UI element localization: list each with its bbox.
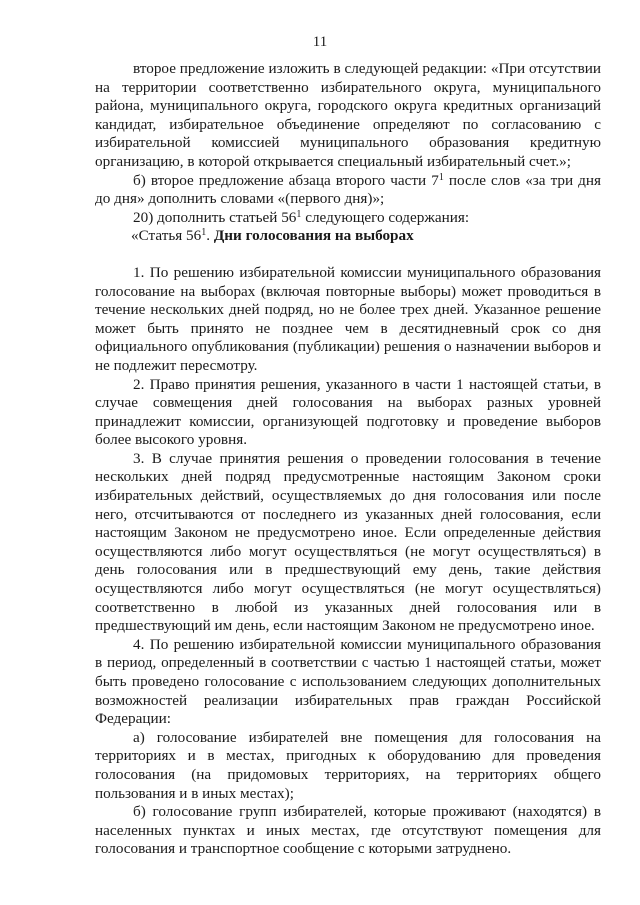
article-part-1: 1. По решению избирательной комиссии муниципального образования голосование на выборах (включая повторные выборы) может проводиться в течение нескольких дней подряд, но не более трех дней. Указанное решение может быть принято не позднее чем в десятидневный срок со дня официального опубликования (публикации) решения о назначении выборов и не подлежит пересмотру.	[95, 263, 601, 374]
page-number: 11	[312, 34, 328, 50]
article-separator: .	[206, 227, 214, 245]
paragraph-text: 20) дополнить статьей 56	[133, 208, 297, 226]
article-part-4: 4. По решению избирательной комиссии муниципального образования в период, определенный в соответствии с частью 1 настоящей статьи, может быть проведено голосование с использованием следующих дополнительных возможностей реализации избирательных прав граждан Российской Федерации:	[95, 635, 601, 728]
paragraph-text: после слов «за три дня до дня» дополнить словами «(первого дня)»;	[95, 171, 601, 208]
article-part-4-subitem-b: б) голосование групп избирателей, которые проживают (находятся) в населенных пунктах и иных местах, где отсутствуют помещения для голосования и транспортное сообщение с которыми затруднено.	[95, 803, 601, 858]
paragraph-subitem-b	[95, 172, 601, 209]
superscript: 1	[296, 208, 302, 220]
document-body	[95, 60, 601, 859]
superscript: 1	[201, 227, 207, 239]
paragraph-edit-second-sentence: второе предложение изложить в следующей редакции: «При отсутствии на территории соответственно избирательного округа, муниципального района, муниципального округа, городского округа кредитных организаций кандидат, избирательное объединение определяют по согласованию с избирательной комиссией муниципального образования кредитную организацию, в которой открывается специальный избирательный счет.»;	[95, 60, 601, 170]
article-number: «Статья 56	[131, 227, 202, 245]
article-title: Дни голосования на выборах	[213, 227, 414, 245]
article-part-4-subitem-a: а) голосование избирателей вне помещения для голосования на территориях и в местах, пригодных к оборудованию для проведения голосования (на придомовых территориях, на территориях общего пользования и в иных местах);	[95, 728, 601, 802]
superscript: 1	[438, 171, 444, 183]
paragraph-item-20	[95, 209, 601, 228]
article-part-2: 2. Право принятия решения, указанного в части 1 настоящей статьи, в случае совмещения дней голосования на выборах разных уровней принадлежит комиссии, организующей подготовку и проведение выборов более высокого уровня.	[95, 375, 601, 449]
paragraph-text: б) второе предложение абзаца второго части 7	[133, 171, 439, 189]
article-part-3: 3. В случае принятия решения о проведении голосования в течение нескольких дней подряд предусмотренные настоящим Законом сроки избирательных действий, осуществляемых до дня голосования или после него, отсчитываются от последнего из указанных дней голосования, если настоящим Законом не предусмотрено иное. Если определенные действия осуществляются либо могут осуществляться (не могут осуществляться) в день голосования или в предшествующий ему день, такие действия осуществляются либо могут осуществляться (не могут осуществляться) соответственно в любой из указанных дней голосования или в предшествующий им день, если настоящим Законом не предусмотрено иное.	[95, 449, 601, 635]
article-heading	[95, 227, 601, 246]
paragraph-text: следующего содержания:	[301, 208, 470, 226]
spacer	[95, 246, 601, 264]
